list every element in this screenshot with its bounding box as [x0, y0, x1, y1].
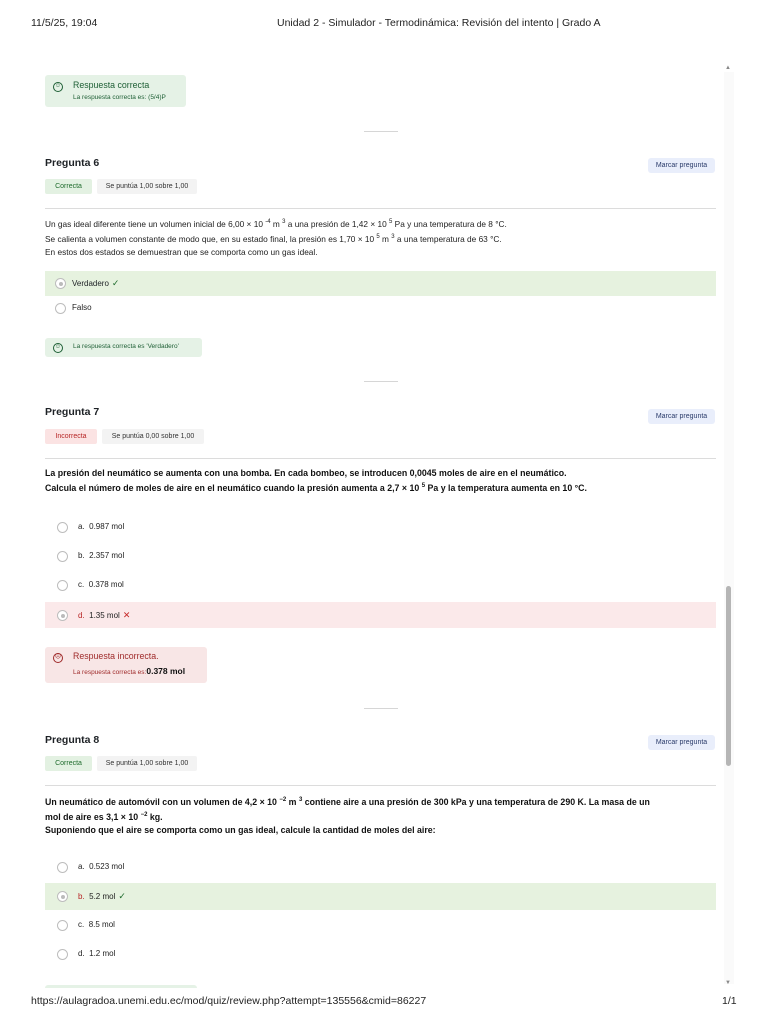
option-label: b. 5.2 mol ✓	[78, 891, 126, 901]
radio[interactable]	[57, 949, 68, 960]
question-6-divider	[45, 208, 716, 209]
question-separator	[364, 131, 398, 132]
triangle-down-icon[interactable]: ▼	[725, 980, 731, 986]
question-8-option-d[interactable]	[45, 942, 716, 967]
question-7-option-d[interactable]	[45, 602, 716, 628]
question-6-status-badge: Correcta	[45, 179, 92, 194]
radio-selected[interactable]	[57, 891, 68, 902]
print-title: Unidad 2 - Simulador - Termodinámica: Revisión del intento | Grado A	[277, 17, 601, 29]
option-label: d. 1.2 mol	[78, 949, 116, 958]
question-7-feedback-text: La respuesta correcta es:0.378 mol	[73, 666, 186, 676]
question-8-line-1: Un neumático de automóvil con un volumen de 4,2 × 10 $^{-2}$ m $^3$ contiene aire a una presión de 300 kPa y una temperatura de 290 K. La masa de un	[45, 796, 650, 807]
question-7-divider	[45, 458, 716, 459]
question-7-option-b[interactable]	[45, 544, 716, 569]
option-label: a. 0.987 mol	[78, 522, 125, 531]
question-6-option-true[interactable]	[45, 271, 716, 296]
question-7-title: Pregunta 7	[45, 406, 100, 418]
question-6-line-2: Se calienta a volumen constante de modo que, en su estado final, la presión es 1,70 × 10 $^5$ m $^3$ a una temperatura de 63 °C.	[45, 233, 502, 244]
option-label: d. 1.35 mol ✕	[78, 610, 131, 620]
check-icon: ✓	[118, 891, 126, 901]
smile-face-icon: ☺	[53, 82, 63, 92]
smile-face-icon: ☺	[53, 343, 63, 353]
question-6-line-3: En estos dos estados se demuestran que se comporta como un gas ideal.	[45, 246, 318, 257]
option-label: c. 0.378 mol	[78, 580, 124, 589]
question-7-option-c[interactable]	[45, 573, 716, 598]
question-7-line-2: Calcula el número de moles de aire en el neumático cuando la presión aumenta a 2,7 × 10 $^5$ Pa y la temperatura aumenta en 10 °C.	[45, 482, 587, 493]
scrollbar-track[interactable]	[724, 72, 734, 984]
print-url: https://aulagradoa.unemi.edu.ec/mod/quiz/review.php?attempt=135556&cmid=86227	[31, 995, 427, 1007]
question-8-option-b[interactable]	[45, 883, 716, 910]
radio[interactable]	[57, 920, 68, 931]
radio[interactable]	[57, 862, 68, 873]
print-datetime: 11/5/25, 19:04	[31, 17, 98, 29]
question-7-feedback-title: Respuesta incorrecta.	[73, 651, 159, 661]
question-8-title: Pregunta 8	[45, 734, 100, 746]
radio[interactable]	[57, 580, 68, 591]
prev-feedback-text: La respuesta correcta es: (5/4)P	[73, 94, 166, 101]
flag-question-8-button[interactable]: Marcar pregunta	[648, 735, 715, 750]
radio-selected[interactable]	[55, 278, 66, 289]
question-8-status-badge: Correcta	[45, 756, 92, 771]
question-8-option-c[interactable]	[45, 913, 716, 938]
print-page-number: 1/1	[722, 995, 737, 1007]
question-8-feedback-partial	[45, 985, 197, 988]
question-7-option-a[interactable]	[45, 515, 716, 540]
question-6-feedback-text: La respuesta correcta es 'Verdadero'	[73, 343, 179, 350]
question-8-text	[45, 794, 716, 837]
question-6-option-false[interactable]	[45, 296, 716, 321]
question-6-line-1: Un gas ideal diferente tiene un volumen inicial de 6,00 × 10 $^{-4}$ m $^3$ a una presión de 1,42 × 10 $^5$ Pa y una temperatura de 8 °C.	[45, 218, 507, 229]
question-7-grade-badge: Se puntúa 0,00 sobre 1,00	[102, 429, 204, 444]
question-6-grade-badge: Se puntúa 1,00 sobre 1,00	[97, 179, 197, 194]
radio[interactable]	[57, 522, 68, 533]
sad-face-icon: ☹	[53, 653, 63, 663]
question-6-text	[45, 216, 716, 259]
check-icon: ✓	[111, 278, 120, 288]
question-7-feedback	[45, 647, 207, 683]
triangle-up-icon[interactable]: ▲	[725, 65, 731, 71]
scrollbar-thumb[interactable]	[726, 586, 731, 766]
flag-question-6-button[interactable]: Marcar pregunta	[648, 158, 715, 173]
option-label: a. 0.523 mol	[78, 862, 125, 871]
option-label: Verdadero ✓	[72, 278, 120, 288]
radio[interactable]	[57, 551, 68, 562]
question-6-feedback	[45, 338, 202, 357]
radio-selected[interactable]	[57, 610, 68, 621]
question-6-title: Pregunta 6	[45, 157, 100, 169]
prev-feedback-title: Respuesta correcta	[73, 80, 150, 90]
option-label: b. 2.357 mol	[78, 551, 125, 560]
question-8-grade-badge: Se puntúa 1,00 sobre 1,00	[97, 756, 197, 771]
question-8-option-a[interactable]	[45, 855, 716, 880]
radio[interactable]	[55, 303, 66, 314]
option-label: Falso	[72, 303, 92, 312]
question-7-line-1: La presión del neumático se aumenta con una bomba. En cada bombeo, se introducen 0,0045 moles de aire en el neumático.	[45, 468, 567, 478]
question-7-status-badge: Incorrecta	[45, 429, 97, 444]
question-8-line-2: mol de aire es 3,1 × 10 $^{-2}$ kg.	[45, 811, 163, 822]
option-label: c. 8.5 mol	[78, 920, 115, 929]
cross-icon: ✕	[122, 610, 131, 620]
question-separator	[364, 381, 398, 382]
question-8-line-3: Suponiendo que el aire se comporta como un gas ideal, calcule la cantidad de moles del aire:	[45, 824, 436, 835]
question-separator	[364, 708, 398, 709]
question-8-divider	[45, 785, 716, 786]
question-7-text	[45, 467, 716, 495]
flag-question-7-button[interactable]: Marcar pregunta	[648, 409, 715, 424]
prev-feedback-correct	[45, 75, 186, 107]
